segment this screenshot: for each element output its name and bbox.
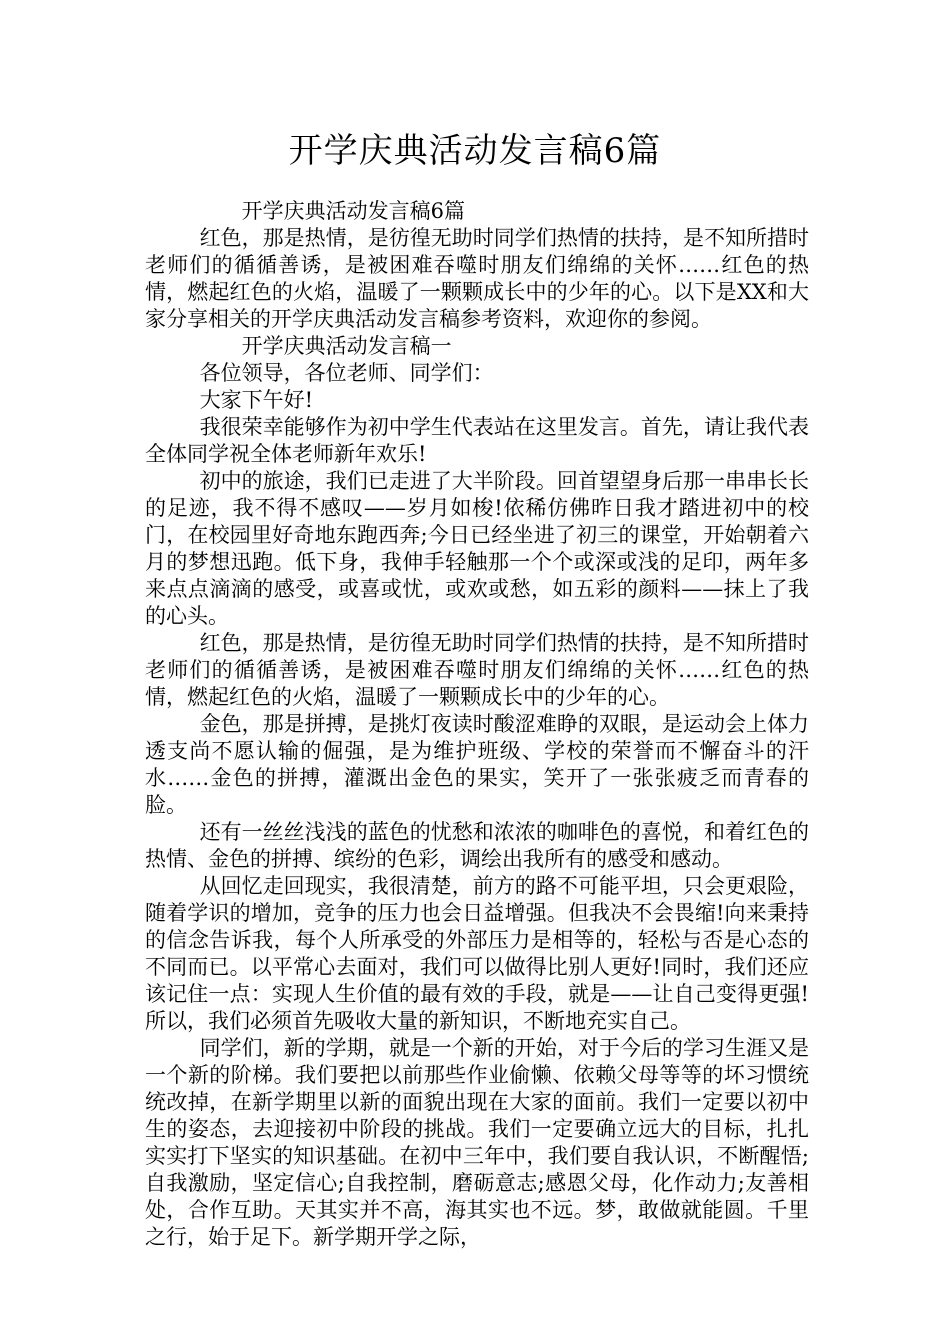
body-paragraph: 初中的旅途，我们已走进了大半阶段。回首望望身后那一串串长长的足迹，我不得不感叹——岁月如梭!依稀仿佛昨日我才踏进初中的校门，在校园里好奇地东跑西奔;今日已经坐进了初三的课堂，开始朝着六月的梦想迅跑。低下身，我伸手轻触那一个个或深或浅的足印，两年多来点点滴滴的感受，或喜或忧，或欢或愁，如五彩的颜料——抹上了我的心头。 — [145, 469, 809, 628]
body-paragraph: 金色，那是拼搏，是挑灯夜读时酸涩难睁的双眼，是运动会上体力透支尚不愿认输的倔强，是为维护班级、学校的荣誉而不懈奋斗的汗水……金色的拼搏，灌溉出金色的果实，笑开了一张张疲乏而青春的脸。 — [145, 712, 809, 817]
section-heading: 开学庆典活动发言稿6篇 — [241, 199, 465, 223]
body-paragraph: 从回忆走回现实，我很清楚，前方的路不可能平坦，只会更艰险，随着学识的增加，竞争的压力也会日益增强。但我决不会畏缩!向来秉持的信念告诉我，每个人所承受的外部压力是相等的，轻松与否是心态的不同而已。以平常心去面对，我们可以做得比别人更好!同时，我们还应该记住一点：实现人生价值的最有效的手段，就是——让自己变得更强!所以，我们必须首先吸收大量的新知识，不断地充实自己。 — [145, 874, 809, 1033]
document-title: 开学庆典活动发言稿6篇 — [288, 131, 662, 171]
document-body — [145, 198, 809, 1251]
body-paragraph: 我很荣幸能够作为初中学生代表站在这里发言。首先，请让我代表全体同学祝全体老师新年欢乐! — [145, 415, 809, 466]
body-paragraph: 还有一丝丝浅浅的蓝色的忧愁和浓浓的咖啡色的喜悦，和着红色的热情、金色的拼搏、缤纷的色彩，调绘出我所有的感受和感动。 — [145, 820, 809, 871]
body-paragraph: 各位领导，各位老师、同学们： — [199, 361, 494, 385]
body-paragraph: 大家下午好! — [199, 388, 314, 412]
body-paragraph: 红色，那是热情，是彷徨无助时同学们热情的扶持，是不知所措时老师们的循循善诱，是被困难吞噬时朋友们绵绵的关怀……红色的热情，燃起红色的火焰，温暖了一颗颗成长中的少年的心。 — [145, 631, 809, 709]
section-heading: 开学庆典活动发言稿一 — [241, 334, 452, 358]
body-paragraph: 红色，那是热情，是彷徨无助时同学们热情的扶持，是不知所措时老师们的循循善诱，是被困难吞噬时朋友们绵绵的关怀……红色的热情，燃起红色的火焰，温暖了一颗颗成长中的少年的心。以下是XX和大家分享相关的开学庆典活动发言稿参考资料，欢迎你的参阅。 — [145, 226, 809, 331]
body-paragraph: 同学们，新的学期，就是一个新的开始，对于今后的学习生涯又是一个新的阶梯。我们要把以前那些作业偷懒、依赖父母等等的坏习惯统统改掉，在新学期里以新的面貌出现在大家的面前。我们一定要以初中生的姿态，去迎接初中阶段的挑战。我们一定要确立远大的目标，扎扎实实打下坚实的知识基础。在初中三年中，我们要自我认识，不断醒悟;自我激励，坚定信心;自我控制，磨砺意志;感恩父母，化作动力;友善相处，合作互助。天其实并不高，海其实也不远。梦，敢做就能圆。千里之行，始于足下。新学期开学之际， — [145, 1036, 809, 1249]
